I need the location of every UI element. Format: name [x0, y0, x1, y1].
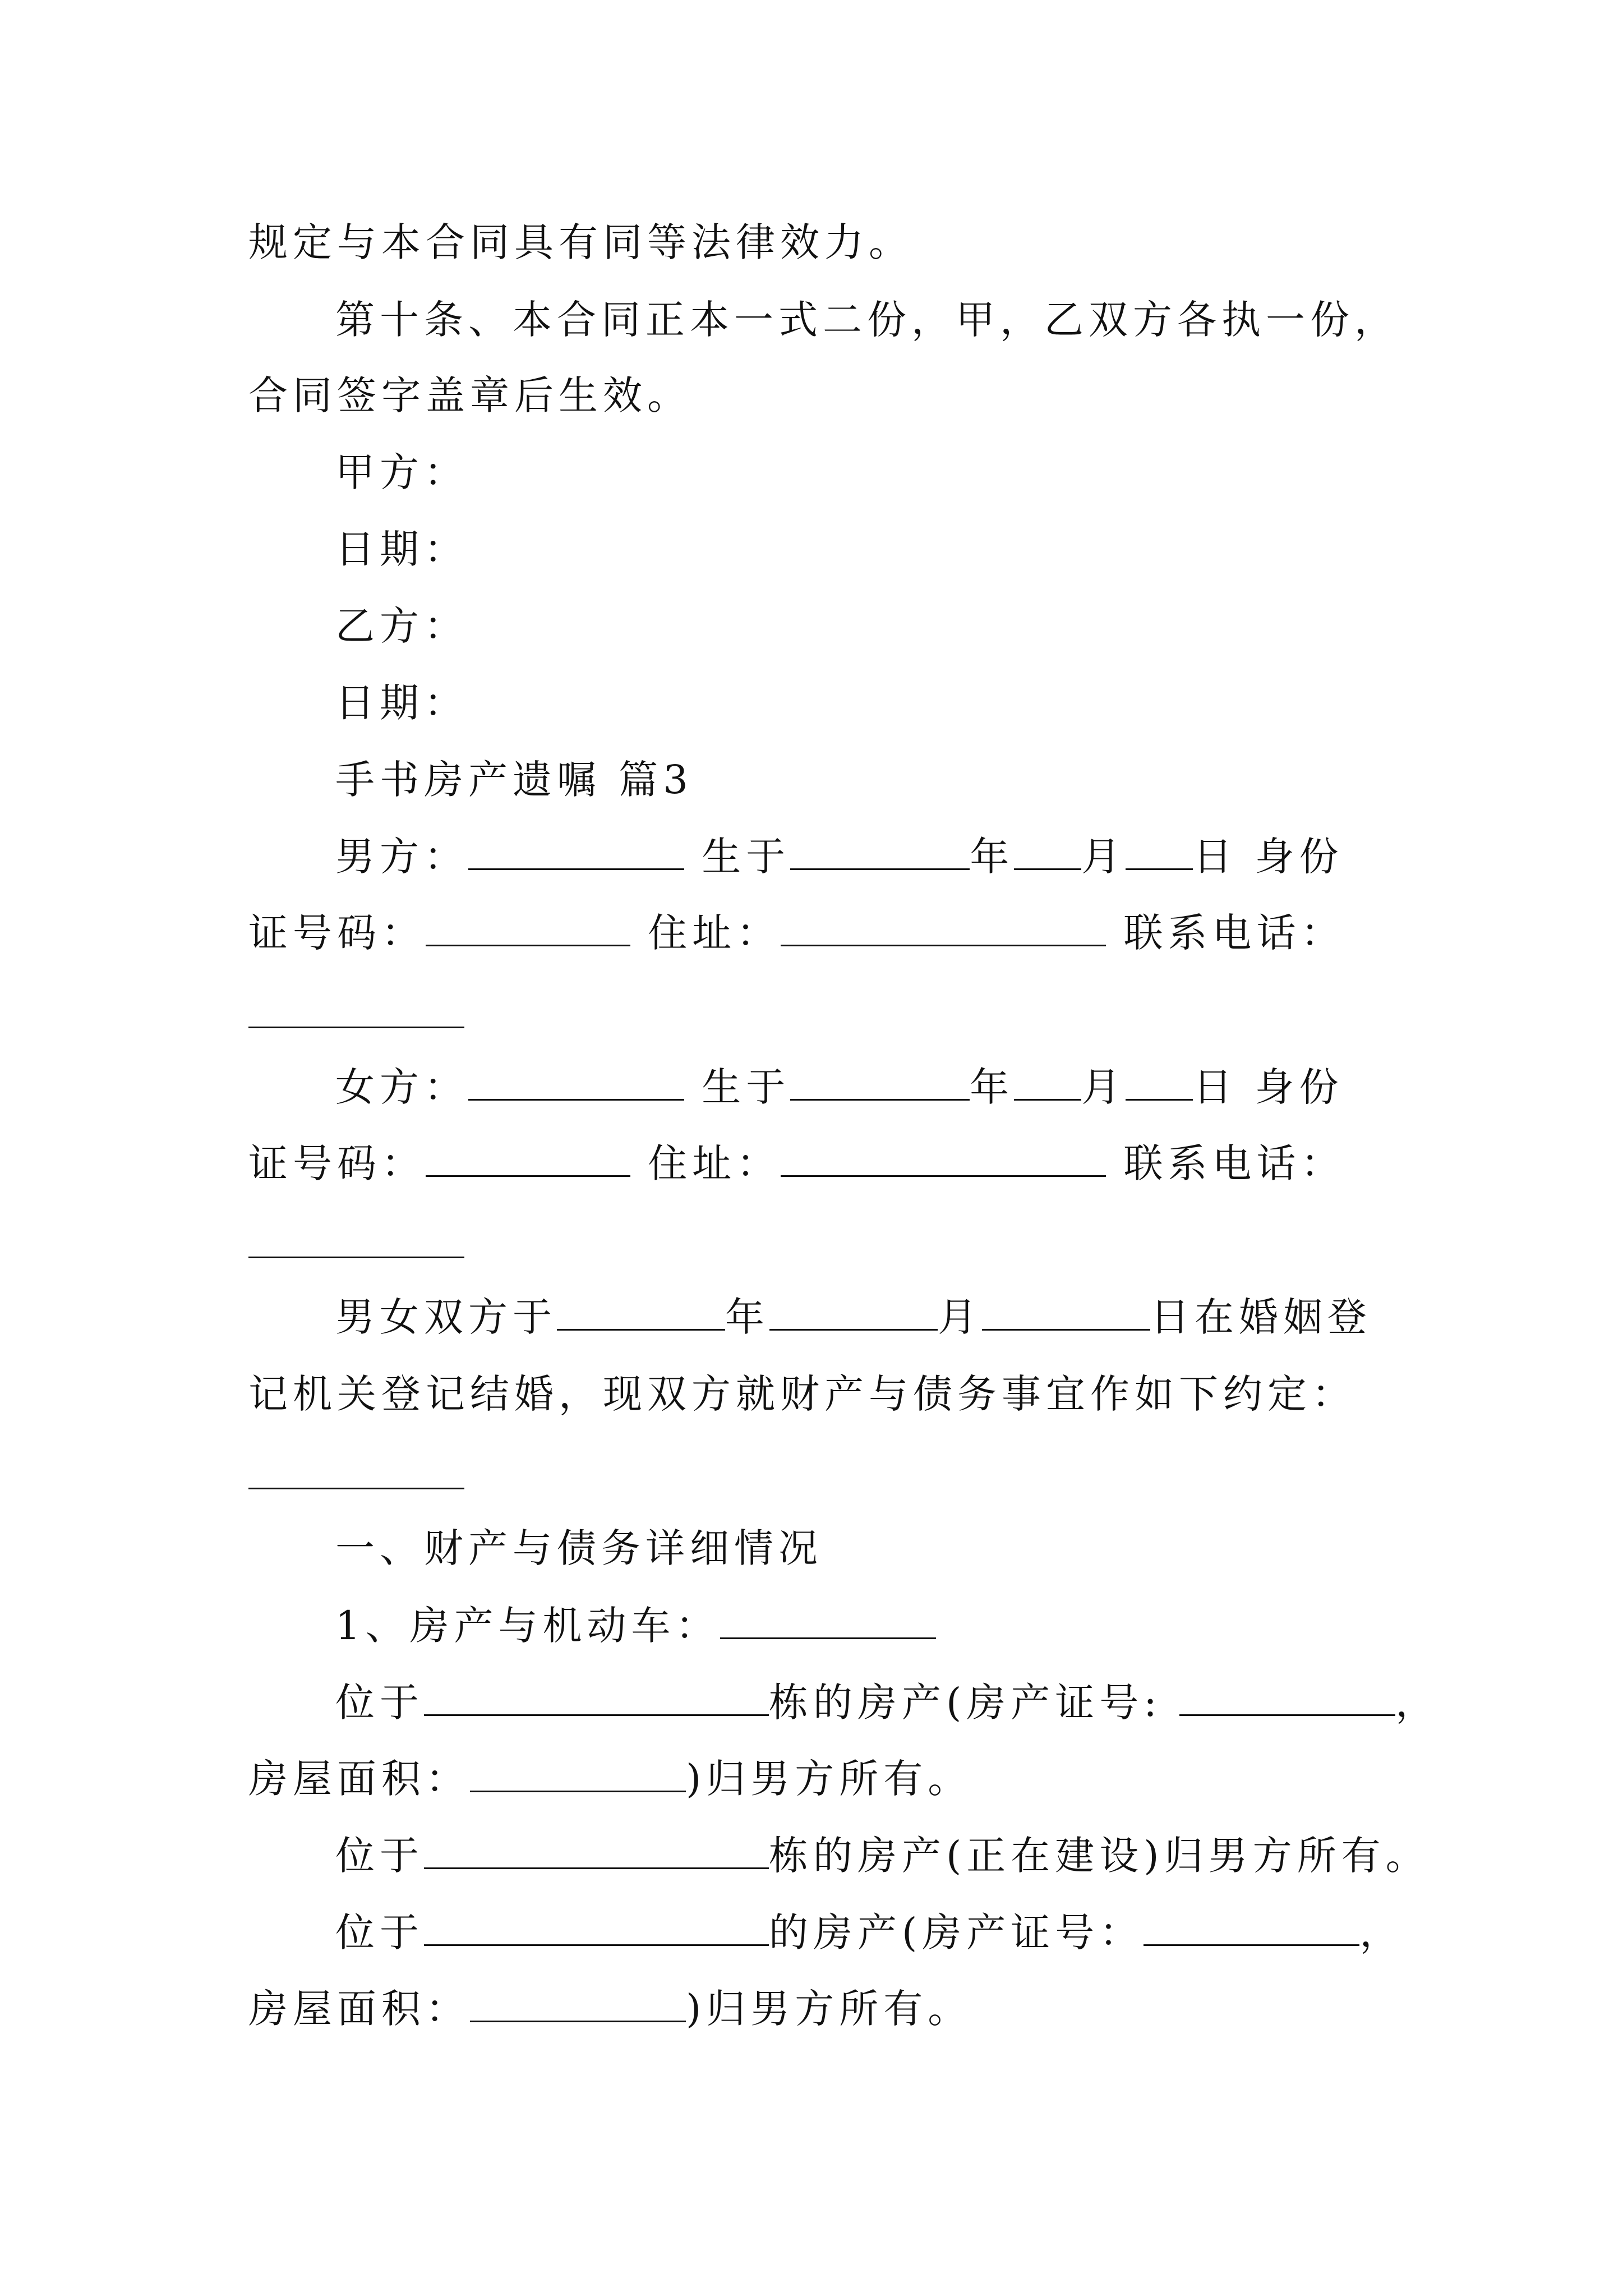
paragraph-line: 合同签字盖章后生效。 — [248, 372, 691, 418]
comma: ， — [1359, 1910, 1404, 1955]
section-heading: 一、财产与债务详细情况 — [335, 1525, 823, 1571]
vehicle-blank — [720, 1604, 936, 1639]
born-label: 生于 — [702, 834, 791, 880]
date-label: 日期： — [335, 526, 468, 572]
cert-blank — [1144, 1911, 1359, 1946]
area-label: 房屋面积： — [248, 1986, 470, 2032]
property-1-line-2 — [248, 1756, 972, 1801]
location-blank — [424, 1911, 769, 1946]
paragraph-line: 规定与本合同具有同等法律效力。 — [248, 219, 913, 265]
party-b-label: 乙方： — [335, 603, 468, 649]
phone-blank — [248, 1257, 464, 1258]
year-blank — [790, 835, 970, 870]
month-label: 月 — [1081, 834, 1126, 880]
female-label: 女方： — [335, 1064, 468, 1110]
property-3-line — [335, 1910, 1404, 1955]
marriage-suffix: 日在婚姻登 — [1150, 1294, 1372, 1340]
phone-label: 联系电话： — [1123, 910, 1345, 956]
day-blank — [982, 1295, 1150, 1331]
property-1-line — [335, 1680, 1440, 1725]
property-cert-label: 的房产(房产证号： — [769, 1910, 1144, 1955]
month-blank — [1014, 1065, 1081, 1101]
day-label: 日 — [1193, 834, 1238, 880]
marriage-line — [335, 1295, 1372, 1340]
article-ten: 第十条、本合同正本一式二份，甲，乙双方各执一份， — [335, 297, 1399, 343]
address-label: 住址： — [648, 910, 781, 956]
month-blank — [769, 1295, 938, 1331]
located-label: 位于 — [335, 1833, 424, 1879]
marriage-prefix: 男女双方于 — [335, 1294, 557, 1340]
agreement-blank — [248, 1488, 464, 1489]
property-cert-label: 栋的房产(房产证号: — [769, 1680, 1162, 1726]
id-blank — [426, 1142, 630, 1177]
item-label: 1、房产与机动车： — [335, 1603, 720, 1649]
male-info-line-2 — [248, 910, 1345, 955]
id-blank — [426, 911, 630, 946]
year-label: 年 — [725, 1294, 769, 1340]
marriage-line-2: 记机关登记结婚，现双方就财产与债务事宜作如下约定： — [248, 1371, 1356, 1417]
born-label: 生于 — [702, 1064, 791, 1110]
property-2-line — [335, 1833, 1430, 1878]
address-blank — [781, 911, 1106, 946]
female-info-line — [335, 1065, 1344, 1110]
area-label: 房屋面积： — [248, 1756, 470, 1802]
area-blank — [470, 1987, 686, 2022]
year-blank — [790, 1065, 970, 1101]
name-blank — [468, 835, 684, 870]
month-label: 月 — [1081, 1064, 1126, 1110]
male-label: 男方： — [335, 834, 468, 880]
year-label: 年 — [970, 834, 1015, 880]
day-label: 日 — [1193, 1064, 1238, 1110]
section-title: 手书房产遗嘱 篇3 — [335, 757, 693, 803]
party-a-label: 甲方： — [335, 449, 468, 495]
id-number-label: 证号码： — [248, 910, 426, 956]
ownership-text: 栋的房产(正在建设)归男方所有。 — [769, 1833, 1430, 1879]
comma: ， — [1395, 1680, 1440, 1726]
date-label: 日期： — [335, 680, 468, 726]
ownership-text: )归男方所有。 — [686, 1986, 972, 2032]
phone-blank — [248, 1027, 464, 1028]
ownership-text: )归男方所有。 — [686, 1756, 972, 1802]
located-label: 位于 — [335, 1680, 424, 1726]
female-info-line-2 — [248, 1141, 1345, 1186]
location-blank — [424, 1834, 769, 1869]
male-info-line — [335, 834, 1344, 879]
located-label: 位于 — [335, 1910, 424, 1955]
location-blank — [424, 1681, 769, 1716]
year-blank — [557, 1295, 725, 1331]
item-heading — [335, 1603, 936, 1648]
id-number-label: 证号码： — [248, 1140, 426, 1186]
phone-label: 联系电话： — [1123, 1140, 1345, 1186]
property-3-line-2 — [248, 1986, 972, 2031]
cert-blank — [1179, 1681, 1395, 1716]
month-label: 月 — [938, 1294, 982, 1340]
area-blank — [470, 1757, 686, 1792]
month-blank — [1014, 835, 1081, 870]
id-label: 身份 — [1255, 1064, 1344, 1110]
name-blank — [468, 1065, 684, 1101]
year-label: 年 — [970, 1064, 1015, 1110]
day-blank — [1126, 1065, 1193, 1101]
id-label: 身份 — [1255, 834, 1344, 880]
address-label: 住址： — [648, 1140, 781, 1186]
address-blank — [781, 1142, 1106, 1177]
day-blank — [1126, 835, 1193, 870]
